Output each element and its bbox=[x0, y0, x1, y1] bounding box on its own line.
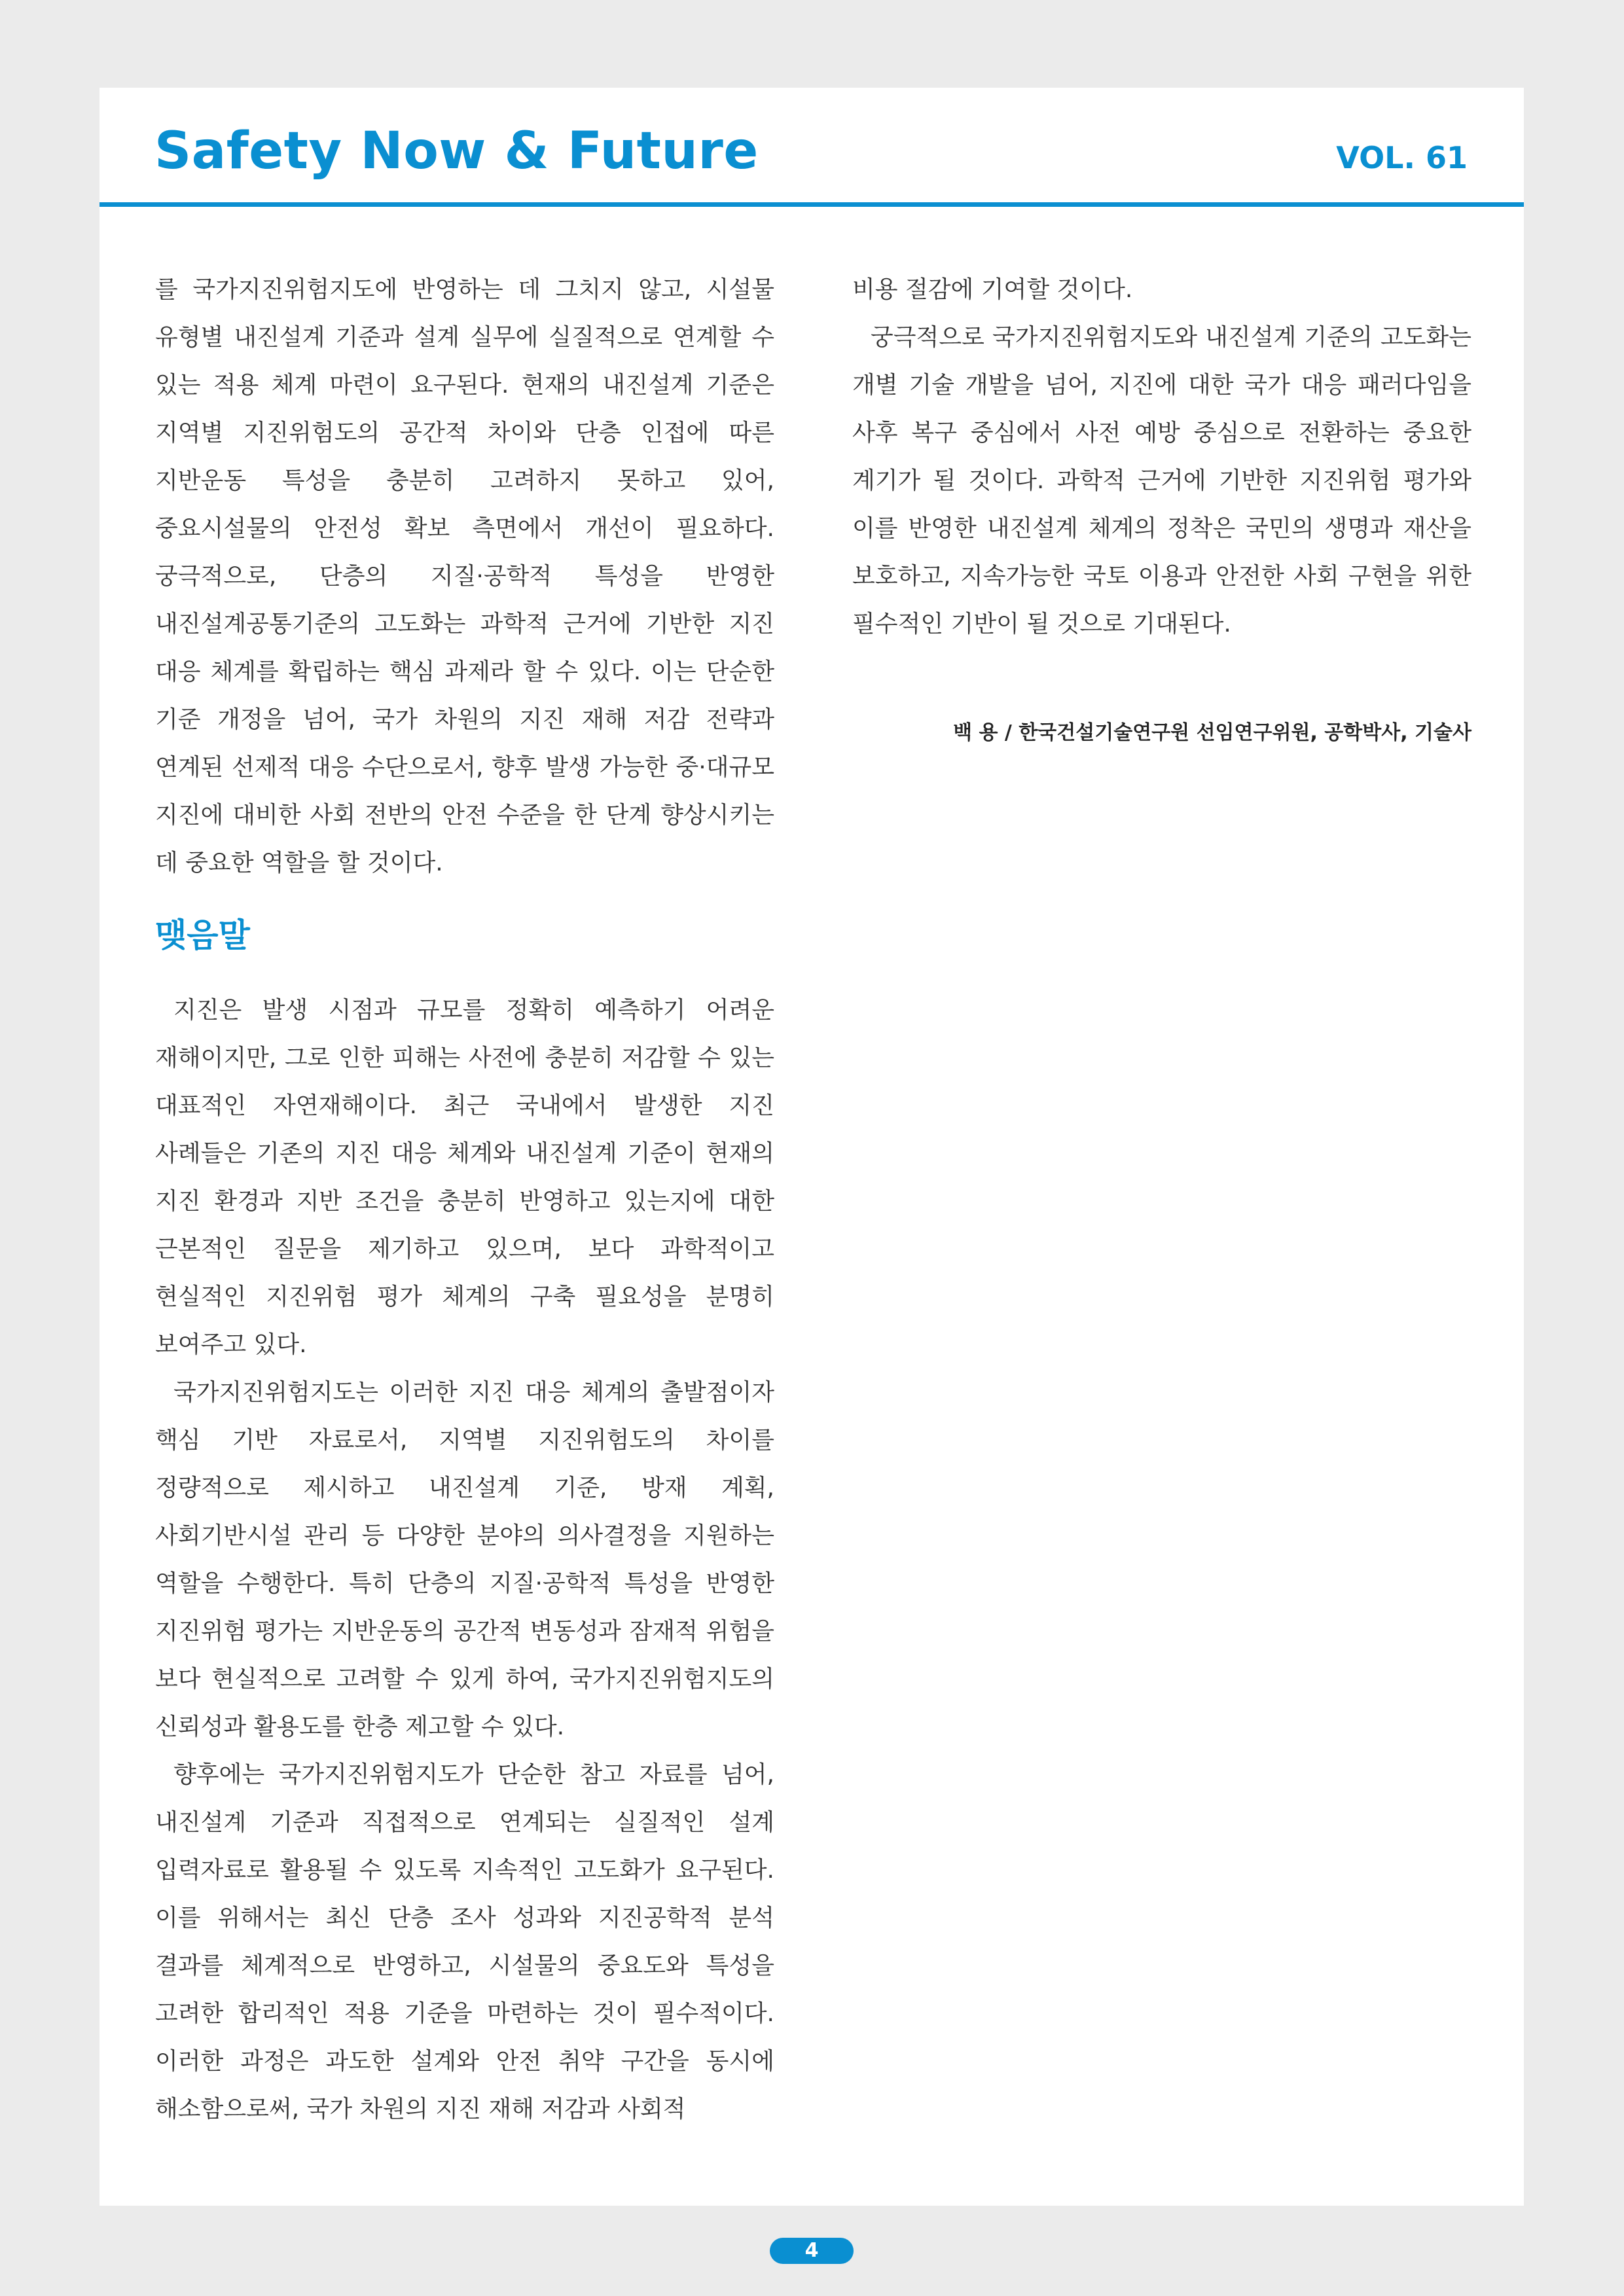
intro-paragraph: 를 국가지진위험지도에 반영하는 데 그치지 않고, 시설물 유형별 내진설계 기준과 설계 실무에 실질적으로 연계할 수 있는 적용 체계 마련이 요구된다. 현재의 내진설계 기준은 지역별 지진위험도의 공간적 차이와 단층 인접에 따른 지반운동 특성을 충분히 고려하지 못하고 있어, 중요시설물의 안전성 확보 측면에서 개선이 필요하다. 궁극적으로, 단층의 지질·공학적 특성을 반영한 내진설계공통기준의 고도화는 과학적 근거에 기반한 지진 대응 체계를 확립하는 핵심 과제라 할 수 있다. 이는 단순한 기준 개정을 넘어, 국가 차원의 지진 재해 저감 전략과 연계된 선제적 대응 수단으로서, 향후 발생 가능한 중·대규모 지진에 대비한 사회 전반의 안전 수준을 한 단계 향상시키는 데 중요한 역할을 할 것이다. bbox=[155, 276, 774, 876]
right-column bbox=[852, 266, 1471, 746]
document-page bbox=[99, 88, 1524, 2206]
body-paragraph: 국가지진위험지도는 이러한 지진 대응 체계의 출발점이자 핵심 기반 자료로서, 지역별 지진위험도의 차이를 정량적으로 제시하고 내진설계 기준, 방재 계획, 사회기반시설 관리 등 다양한 분야의 의사결정을 지원하는 역할을 수행한다. 특히 단층의 지질·공학적 특성을 반영한 지진위험 평가는 지반운동의 공간적 변동성과 잠재적 위험을 보다 현실적으로 고려할 수 있게 하여, 국가지진위험지도의 신뢰성과 활용도를 한층 제고할 수 있다. bbox=[155, 1379, 774, 1740]
volume-number: VOL. 61 bbox=[1336, 140, 1468, 175]
continuation-paragraph: 비용 절감에 기여할 것이다. bbox=[852, 276, 1133, 303]
page-number-badge: 4 bbox=[770, 2238, 854, 2264]
body-paragraph: 궁극적으로 국가지진위험지도와 내진설계 기준의 고도화는 개별 기술 개발을 넘어, 지진에 대한 국가 대응 패러다임을 사후 복구 중심에서 사전 예방 중심으로 전환하는 중요한 계기가 될 것이다. 과학적 근거에 기반한 지진위험 평가와 이를 반영한 내진설계 체계의 정착은 국민의 생명과 재산을 보호하고, 지속가능한 국토 이용과 안전한 사회 구현을 위한 필수적인 기반이 될 것으로 기대된다. bbox=[852, 324, 1471, 637]
author-credit: 백 용 / 한국건설기술연구원 선임연구위원, 공학박사, 기술사 bbox=[953, 721, 1471, 744]
header-divider bbox=[99, 202, 1524, 207]
body-paragraph: 향후에는 국가지진위험지도가 단순한 참고 자료를 넘어, 내진설계 기준과 직접적으로 연계되는 실질적인 설계 입력자료로 활용될 수 있도록 지속적인 고도화가 요구된다. 이를 위해서는 최신 단층 조사 성과와 지진공학적 분석 결과를 체계적으로 반영하고, 시설물의 중요도와 특성을 고려한 합리적인 적용 기준을 마련하는 것이 필수적이다. 이러한 과정은 과도한 설계와 안전 취약 구간을 동시에 해소함으로써, 국가 차원의 지진 재해 저감과 사회적 bbox=[155, 1761, 774, 2123]
magazine-title: Safety Now & Future bbox=[154, 122, 759, 181]
page-header bbox=[99, 88, 1524, 207]
left-column bbox=[155, 266, 774, 2133]
section-heading-conclusion: 맺음말 bbox=[155, 916, 250, 954]
body-paragraph: 지진은 발생 시점과 규모를 정확히 예측하기 어려운 재해이지만, 그로 인한 피해는 사전에 충분히 저감할 수 있는 대표적인 자연재해이다. 최근 국내에서 발생한 지진 사례들은 기존의 지진 대응 체계와 내진설계 기준이 현재의 지진 환경과 지반 조건을 충분히 반영하고 있는지에 대한 근본적인 질문을 제기하고 있으며, 보다 과학적이고 현실적인 지진위험 평가 체계의 구축 필요성을 분명히 보여주고 있다. bbox=[155, 997, 774, 1358]
